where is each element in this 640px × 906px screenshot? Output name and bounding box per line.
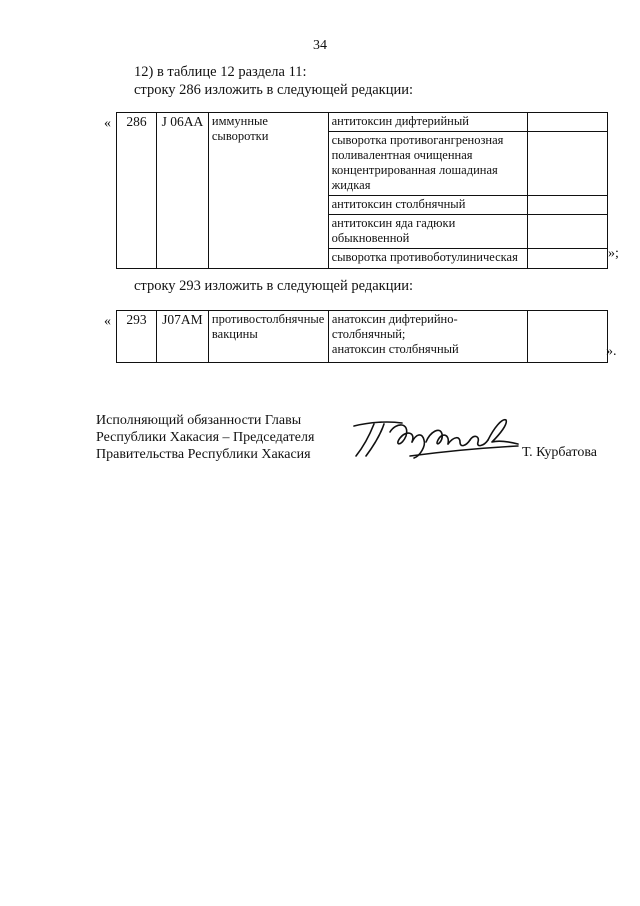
empty-cell xyxy=(528,249,608,269)
empty-cell xyxy=(528,215,608,249)
open-quote-286: « xyxy=(104,116,111,131)
page-number: 34 xyxy=(313,38,327,53)
item-3: антитоксин яда гадюки обыкновенной xyxy=(328,215,528,249)
item-293-line-1: анатоксин дифтерийно-столбнячный; xyxy=(331,312,458,341)
handwritten-signature xyxy=(350,412,525,462)
row-number-286: 286 xyxy=(117,113,157,269)
signatory-title-line-1: Исполняющий обязанности Главы xyxy=(96,413,302,428)
signatory-title xyxy=(96,412,314,463)
signatory-title-line-3: Правительства Республики Хакасия xyxy=(96,447,311,462)
row-286-heading: строку 286 изложить в следующей редакции: xyxy=(134,82,413,98)
group-name-293: противостолбнячные вакцины xyxy=(208,311,328,363)
table-row-286 xyxy=(116,112,608,269)
close-quote-293: ». xyxy=(606,344,617,359)
signatory-title-line-2: Республики Хакасия – Председателя xyxy=(96,430,315,445)
items-293 xyxy=(328,311,527,363)
empty-cell xyxy=(528,113,608,132)
item-293-line-2: анатоксин столбнячный xyxy=(331,342,459,356)
close-quote-286: »; xyxy=(608,246,619,261)
table-row-293 xyxy=(116,310,608,363)
empty-cell xyxy=(528,132,608,196)
atc-code-286: J 06АА xyxy=(156,113,208,269)
signatory-name: Т. Курбатова xyxy=(522,445,597,460)
empty-cell xyxy=(528,311,608,363)
group-name-286: иммунные сыворотки xyxy=(208,113,328,269)
item-2: антитоксин столбнячный xyxy=(328,196,528,215)
item-1: сыворотка противогангренозная поливалентная очищенная концентрированная лошадиная жидкая xyxy=(328,132,528,196)
item-0: антитоксин дифтерийный xyxy=(328,113,528,132)
atc-code-293: J07AM xyxy=(156,311,208,363)
row-293-heading: строку 293 изложить в следующей редакции: xyxy=(134,278,413,294)
item-4: сыворотка противоботулиническая xyxy=(328,249,528,269)
amendment-intro: 12) в таблице 12 раздела 11: xyxy=(134,64,307,80)
empty-cell xyxy=(528,196,608,215)
open-quote-293: « xyxy=(104,314,111,329)
row-number-293: 293 xyxy=(117,311,157,363)
